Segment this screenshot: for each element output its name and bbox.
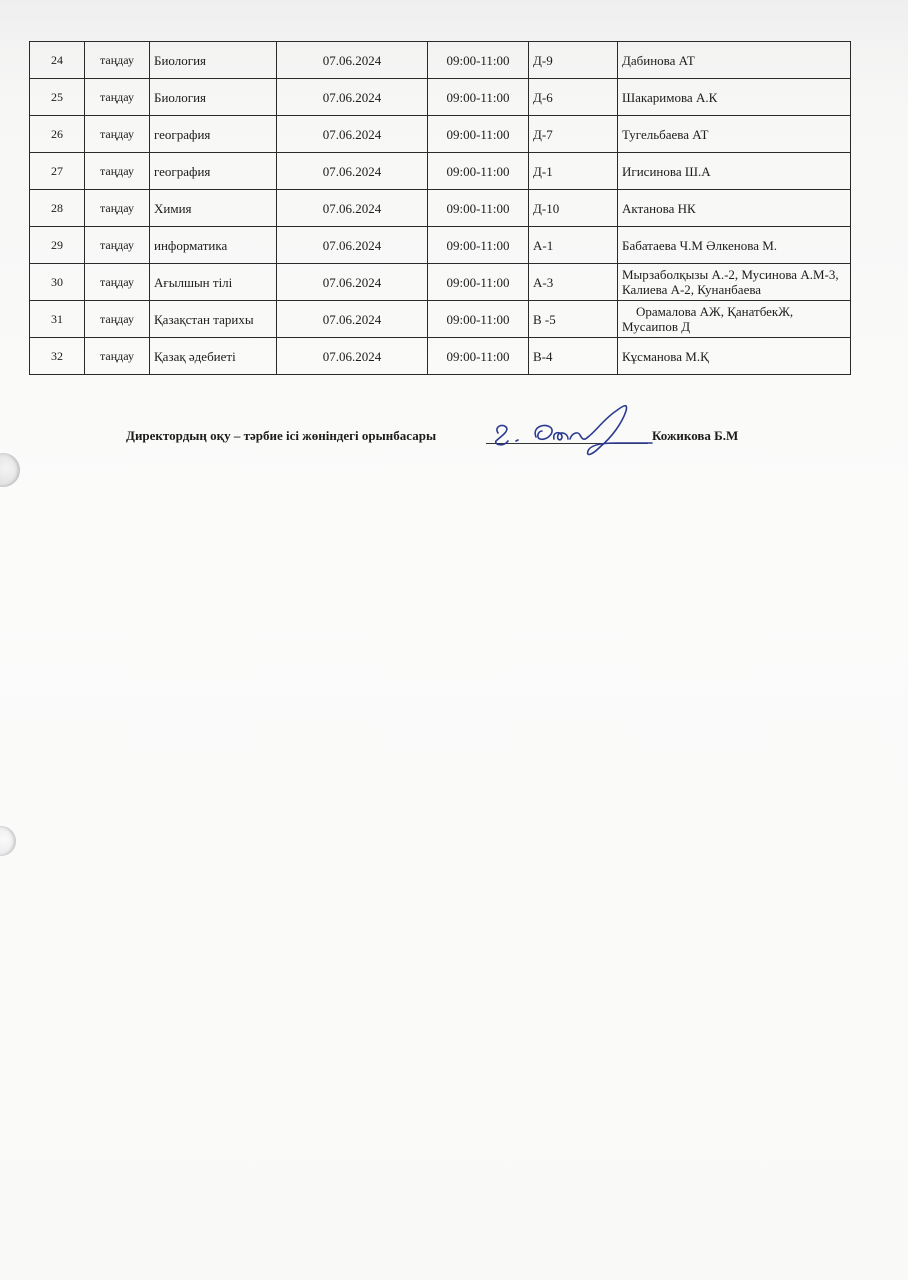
exam-date: 07.06.2024 <box>277 227 428 264</box>
exam-date: 07.06.2024 <box>277 153 428 190</box>
exam-time: 09:00-11:00 <box>428 42 529 79</box>
subject: Химия <box>150 190 277 227</box>
teacher: Бабатаева Ч.М Әлкенова М. <box>618 227 851 264</box>
exam-type: таңдау <box>85 190 150 227</box>
room: Д-6 <box>529 79 618 116</box>
exam-time: 09:00-11:00 <box>428 264 529 301</box>
signatory-position: Директордың оқу – тәрбие ісі жөніндегі орынбасары <box>126 428 437 443</box>
table-row <box>30 153 851 190</box>
table-row <box>30 264 851 301</box>
exam-type: таңдау <box>85 153 150 190</box>
signature-block <box>126 423 786 463</box>
exam-time: 09:00-11:00 <box>428 301 529 338</box>
teacher: Игисинова Ш.А <box>618 153 851 190</box>
exam-date: 07.06.2024 <box>277 190 428 227</box>
subject: Биология <box>150 79 277 116</box>
exam-type: таңдау <box>85 338 150 375</box>
subject: Биология <box>150 42 277 79</box>
table-row <box>30 79 851 116</box>
exam-type: таңдау <box>85 264 150 301</box>
room: Д-7 <box>529 116 618 153</box>
room: В -5 <box>529 301 618 338</box>
subject: Қазақ әдебиеті <box>150 338 277 375</box>
subject: география <box>150 153 277 190</box>
table-row <box>30 227 851 264</box>
exam-type: таңдау <box>85 42 150 79</box>
table-row <box>30 42 851 79</box>
row-number: 29 <box>30 227 85 264</box>
row-number: 27 <box>30 153 85 190</box>
exam-type: таңдау <box>85 227 150 264</box>
teacher: Мырзаболқызы А.-2, Мусинова А.М-3, Калиева А-2, Кунанбаева <box>618 264 851 301</box>
teacher: Дабинова АТ <box>618 42 851 79</box>
room: В-4 <box>529 338 618 375</box>
exam-type: таңдау <box>85 79 150 116</box>
exam-date: 07.06.2024 <box>277 79 428 116</box>
room: Д-9 <box>529 42 618 79</box>
exam-time: 09:00-11:00 <box>428 153 529 190</box>
teacher: Актанова НК <box>618 190 851 227</box>
row-number: 30 <box>30 264 85 301</box>
exam-type: таңдау <box>85 301 150 338</box>
exam-time: 09:00-11:00 <box>428 190 529 227</box>
room: Д-10 <box>529 190 618 227</box>
teacher: Орамалова АЖ, ҚанатбекЖ, Мусаипов Д <box>618 301 851 338</box>
exam-time: 09:00-11:00 <box>428 79 529 116</box>
exam-date: 07.06.2024 <box>277 42 428 79</box>
row-number: 32 <box>30 338 85 375</box>
handwritten-signature <box>492 397 662 463</box>
row-number: 28 <box>30 190 85 227</box>
table-row <box>30 338 851 375</box>
punch-hole <box>0 453 20 487</box>
exam-date: 07.06.2024 <box>277 264 428 301</box>
teacher: Шакаримова А.К <box>618 79 851 116</box>
exam-date: 07.06.2024 <box>277 301 428 338</box>
row-number: 24 <box>30 42 85 79</box>
schedule-body <box>30 42 851 375</box>
teacher: Кұсманова М.Қ <box>618 338 851 375</box>
row-number: 26 <box>30 116 85 153</box>
row-number: 25 <box>30 79 85 116</box>
subject: география <box>150 116 277 153</box>
teacher: Тугельбаева АТ <box>618 116 851 153</box>
subject: Қазақстан тарихы <box>150 301 277 338</box>
exam-time: 09:00-11:00 <box>428 227 529 264</box>
exam-time: 09:00-11:00 <box>428 338 529 375</box>
row-number: 31 <box>30 301 85 338</box>
signatory-name: Кожикова Б.М <box>652 428 739 443</box>
exam-type: таңдау <box>85 116 150 153</box>
punch-hole <box>0 826 16 856</box>
subject: информатика <box>150 227 277 264</box>
room: А-1 <box>529 227 618 264</box>
table-row <box>30 190 851 227</box>
subject: Ағылшын тілі <box>150 264 277 301</box>
room: А-3 <box>529 264 618 301</box>
table-row <box>30 301 851 338</box>
room: Д-1 <box>529 153 618 190</box>
exam-time: 09:00-11:00 <box>428 116 529 153</box>
table-row <box>30 116 851 153</box>
exam-date: 07.06.2024 <box>277 338 428 375</box>
exam-schedule-table <box>29 41 851 375</box>
exam-date: 07.06.2024 <box>277 116 428 153</box>
